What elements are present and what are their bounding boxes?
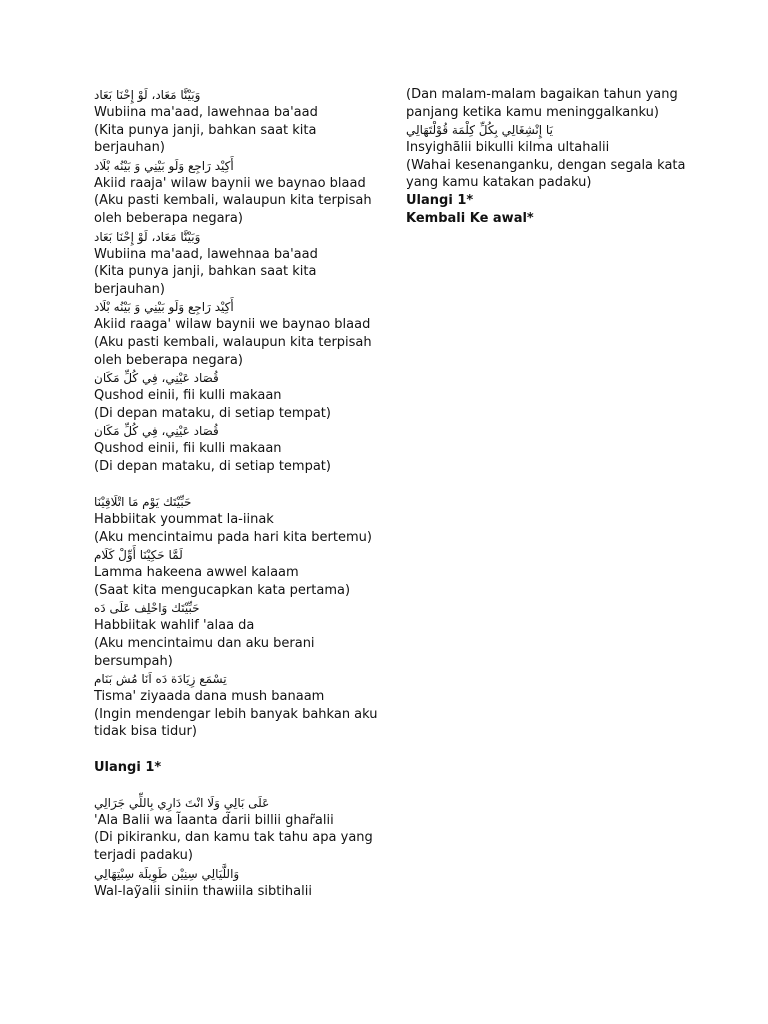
translation-line: (Aku pasti kembali, walaupun kita terpisah oleh beberapa negara): [94, 193, 372, 226]
transliteration-line: Wal-laỹalii siniin thawiila sibtihalii: [94, 883, 312, 899]
arabic-lyric-line: عَلَى بَالِي وَلَا انْتَ دَارِي بِاللِّي جَرَالِي: [94, 795, 270, 810]
arabic-lyric-line: قُصَاد عَيْنِي، فِي كُلِّ مَكَان: [94, 424, 219, 439]
arabic-lyric-line: وَبَيْنَّا مَعَاد، لَوْ إِحْنَا بَعَاد: [94, 88, 201, 102]
arabic-lyric-line: حَبِّيْتَك وَاحْلِف عَلَى دَه: [94, 601, 200, 616]
lyrics-left-column: [94, 86, 384, 900]
transliteration-line: Qushod einii, fii kulli makaan: [94, 441, 282, 457]
transliteration-line: Akiid raaja' wilaw baynii we baynao blaad: [94, 175, 366, 191]
arabic-lyric-line: حَبِّيْتَك يَوْم مَا اتْلَاقِيْنَا: [94, 495, 192, 510]
blank-line: [94, 776, 384, 794]
translation-line: (Wahai kesenanganku, dengan segala kata yang kamu katakan padaku): [406, 157, 686, 191]
transliteration-line: Wubiina ma'aad, lawehnaa ba'aad: [94, 105, 318, 120]
translation-line: (Di depan mataku, di setiap tempat): [94, 405, 331, 421]
blank-line: [94, 476, 384, 494]
arabic-lyric-line: وَاللَّيَالِي سِنِيْن طَوِيلَة سِبْتِهَالِي: [94, 866, 240, 881]
blank-line: [94, 741, 384, 759]
arabic-lyric-line: أَكِيْد رَاجِع وَلَو بَيْنِي وَ بَيْنُه بْلَاد: [94, 300, 234, 315]
translation-line: (Di depan mataku, di setiap tempat): [94, 458, 331, 474]
arabic-lyric-line: قُصَاد عَيْنِي، فِي كُلِّ مَكَان: [94, 371, 219, 386]
translation-line: (Di pikiranku, dan kamu tak tahu apa yang terjadi padaku): [94, 830, 373, 863]
transliteration-line: Insyighãlii bikulli kilma ultahalii: [406, 140, 610, 156]
transliteration-line: Tisma' ziyaada dana mush banaam: [94, 689, 325, 705]
section-marker: Ulangi 1*: [406, 192, 474, 208]
arabic-lyric-line: يَا إِنْشِغَالِي بِكُلِّ كِلْمَة قُوْلْتَهَالِي: [406, 123, 553, 138]
lyrics-right-column: [406, 86, 696, 227]
translation-line: (Aku mencintaimu pada hari kita bertemu): [94, 529, 372, 545]
section-marker: Ulangi 1*: [94, 759, 162, 775]
translation-line: (Ingin mendengar lebih banyak bahkan aku tidak bisa tidur): [94, 706, 378, 740]
transliteration-line: Qushod einii, fii kulli makaan: [94, 388, 282, 404]
translation-line: (Kita punya janji, bahkan saat kita berjauhan): [94, 264, 317, 297]
arabic-lyric-line: لَمَّا حَكِيْنَا أَوِّلْ كَلَام: [94, 548, 183, 563]
section-marker: Kembali Ke awal*: [406, 210, 534, 226]
transliteration-line: Lamma hakeena awwel kalaam: [94, 565, 299, 581]
translation-line: (Aku pasti kembali, walaupun kita terpisah oleh beberapa negara): [94, 334, 372, 368]
transliteration-line: Wubiina ma'aad, lawehnaa ba'aad: [94, 246, 318, 262]
arabic-lyric-line: وَبَيْنَّا مَعَاد، لَوْ إِحْنَا بَعَاد: [94, 229, 201, 244]
transliteration-line: 'Ala Balii wa l̃aanta d̃arii billii ghar̃alii: [94, 812, 334, 828]
translation-line: (Aku mencintaimu dan aku berani bersumpah): [94, 636, 315, 669]
arabic-lyric-line: أَكِيْد رَاجِع وَلَو بَيْنِي وَ بَيْنُه بْلَاد: [94, 158, 234, 173]
translation-line: (Dan malam-malam bagaikan tahun yang panjang ketika kamu meninggalkanku): [406, 87, 678, 120]
transliteration-line: Akiid raaga' wilaw baynii we baynao blaad: [94, 317, 371, 333]
translation-line: (Saat kita mengucapkan kata pertama): [94, 582, 351, 598]
transliteration-line: Habbiitak wahlif 'alaa da: [94, 618, 255, 634]
translation-line: (Kita punya janji, bahkan saat kita berjauhan): [94, 122, 317, 156]
transliteration-line: Habbiitak yoummat la-iinak: [94, 512, 274, 528]
arabic-lyric-line: تِسْمَع زِيَادَة دَه اَنَا مُش بَنَام: [94, 672, 227, 687]
